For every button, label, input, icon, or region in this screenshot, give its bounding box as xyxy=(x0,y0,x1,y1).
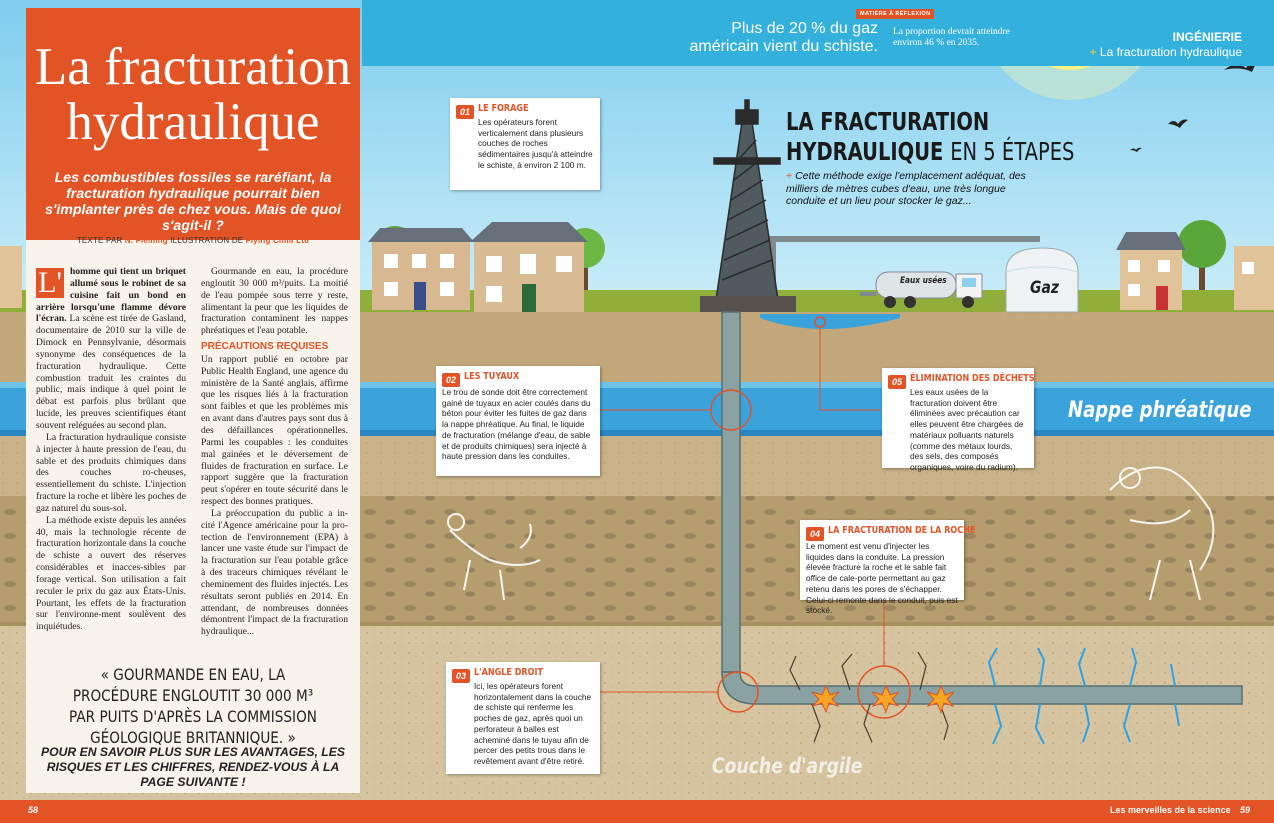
article-title: La fracturation hydraulique xyxy=(34,38,352,151)
infographic-intro-text: Cette méthode exige l'emplacement adéquat, des milliers de mètres cubes d'eau, une très longue conduite et un lieu pour stocker le gaz... xyxy=(786,170,1026,207)
heading-line-1: LA FRACTURATION xyxy=(786,107,990,136)
step-title: LA FRACTURATION DE LA ROCHE xyxy=(828,525,976,536)
pull-quote: « GOURMANDE EN EAU, LA PROCÉDURE ENGLOUTIT 30 000 M³ PAR PUITS D'APRÈS LA COMMISSION GÉOLOGIQUE BRITANNIQUE. » xyxy=(69,665,317,747)
house-left-edge xyxy=(0,246,22,308)
article-column-1 xyxy=(36,266,186,633)
step-text: Les opérateurs forent verticalement dans plusieurs couches de roches sédimentaires jusqu'à atteindre le schiste, à environ 2 100 m. xyxy=(478,117,593,170)
stat-sub: La proportion devrait atteindre environ 46 % en 2035. xyxy=(893,27,1010,48)
article-credits xyxy=(26,236,360,245)
article-p5: Un rapport publié en octobre par Public Health England, une agence du ministère de la Santé anglais, affirme que les risques liés à la fracturation sont faibles et que les problèmes mis en avant dans d'autres pays sont dus à des défaillances opérationnelles. Parmi les coupables : les conduites mal gainées et le déversement de fluides de fracturation en surface. Le rapport suggère que la fracturation peut s'opérer en toute sécurité dans le respect des bonnes pratiques. xyxy=(201,353,348,508)
clay-layer-label: Couche d'argile xyxy=(712,754,863,778)
next-page-cta: POUR EN SAVOIR PLUS SUR LES AVANTAGES, LES RISQUES ET LES CHIFFRES, RENDEZ-VOUS À LA PAGE SUIVANTE ! xyxy=(40,745,346,789)
infographic-intro xyxy=(786,170,1036,208)
step-number: 04 xyxy=(806,527,824,541)
aquifer-label: Nappe phréatique xyxy=(1068,398,1252,423)
article-column-2 xyxy=(201,266,348,638)
step-text: Les eaux usées de la fracturation doivent être éliminées avec précaution car elles peuvent être chargées de matériaux polluants naturels (comme des métaux lourds, des sels, des composés organiques, voire du radium). xyxy=(910,387,1024,472)
author-name: N. Fleming xyxy=(124,236,168,245)
house-3 xyxy=(1116,232,1186,310)
house-1 xyxy=(368,228,474,310)
credits-mid: ILLUSTRATION DE xyxy=(170,236,244,245)
gas-tank-label: Gaz xyxy=(1030,278,1059,298)
article-p4: Gourmande en eau, la procédure engloutit 30 000 m³/puits. La moitié de l'eau pompée sous terre y reste, alimentant la peur que les liquides de fracturation contaminent les nappes phréatiques et l'eau potable. xyxy=(201,266,348,337)
page-number-left: 58 xyxy=(28,805,39,815)
well-pipe xyxy=(722,312,740,672)
step-number: 02 xyxy=(442,373,460,387)
step-title: L'ANGLE DROIT xyxy=(474,667,544,678)
step-text: Le trou de sonde doit être correctement gainé de tuyaux en acier coulés dans du béton pour éviter les fuites de gaz dans la nappe phréatique. Au final, le liquide de fracturation (mélange d'eau, de sable et de produits chimiques) sera injecté à haute pression dans les conduites. xyxy=(442,387,591,462)
article-subhead: PRÉCAUTIONS REQUISES xyxy=(201,341,329,353)
article-p2: La fracturation hydraulique consiste à injecter à haute pression de l'eau, du sable et des produits chimiques dans des couches ro-cheuses, essentiellement du schiste. L'injection fracture la roche et libère les poches de gaz naturel du sous-sol. xyxy=(36,431,186,514)
step-text: Le moment est venu d'injecter les liquides dans la conduite. La pression élevée fracture la roche et le sable fait office de cale-porte permettant au gaz retenu dans les pores de s'échapper. Celui-ci remonte dans le conduit, puis est stocké. xyxy=(806,541,958,616)
step-number: 03 xyxy=(452,669,470,683)
infographic-heading xyxy=(786,107,1075,167)
step-title: LES TUYAUX xyxy=(464,371,520,382)
truck-label: Eaux usées xyxy=(900,276,947,286)
page-footer xyxy=(0,800,1274,823)
article-p1: La scène est tirée de Gasland, documentaire de 2010 sur la ville de Dimock en Pennsylvanie, désormais synonyme des conséquences de la fracturation hydraulique. Cette combustion traduit les craintes du public, mais indique à quel point le débat est parfois plus brûlant que lucide, les preuves scientifiques étant souvent reléguées au second plan. xyxy=(36,313,186,431)
article-p6: La préoccupation du public a in-cité l'Agence américaine pour la pro-tection de l'environnement (EPA) à lancer une vaste étude sur l'impact de la fracturation sur l'eau potable grâce à des traceurs chimiques révélant le cheminement des fluides injectés. Les résultats seront publiés en 2014. En attendant, de nombreuses données démontrent l'impact de la fracturation hydraulique... xyxy=(201,507,348,638)
step-callout-fracture xyxy=(800,520,976,616)
page-number-right: 59 xyxy=(1240,805,1251,815)
step-text: Ici, les opérateurs forent horizontalement dans la couche de schiste qui renferme les poches de gaz, après quoi un perforateur à balles est acheminé dans le tuyau afin de percer des petits trous dans le revêtement avant d'être retiré. xyxy=(474,681,592,766)
plus-icon: + xyxy=(786,170,793,182)
step-callout-dechets xyxy=(882,368,1035,472)
house-4 xyxy=(1234,246,1274,310)
article-p3: La méthode existe depuis les années 40, mais la technologie récente de fracturation horizontale dans la couche de schiste a ouvert des réserves considérables et inacces-sibles par forage vertical. Son utilisation a fait reculer le prix du gaz aux États-Unis. Pourtant, les effets de la fracturation sur l'environne-ment soulèvent des inquiétudes. xyxy=(36,514,186,633)
magazine-title: Les merveilles de la science xyxy=(1110,805,1231,815)
heading-line-2: HYDRAULIQUE xyxy=(786,137,944,166)
step-title: ÉLIMINATION DES DÉCHETS xyxy=(910,373,1035,384)
plus-icon: + xyxy=(1089,45,1097,59)
rubric-tag: MATIÈRE À RÉFLEXION xyxy=(856,9,934,19)
section-label: INGÉNIERIE xyxy=(1172,30,1242,44)
heading-steps: EN 5 ÉTAPES xyxy=(950,137,1075,166)
article-subtitle: Les combustibles fossiles se raréfiant, la fracturation hydraulique pourrait bien s'implanter près de chez vous. Mais de quoi s'agit-il ? xyxy=(45,170,341,234)
credits-prefix: TEXTE PAR xyxy=(76,236,123,245)
step-callout-tuyaux xyxy=(436,366,600,476)
step-number: 01 xyxy=(456,105,474,119)
drop-cap: L' xyxy=(36,268,64,298)
section-sublabel xyxy=(1080,45,1242,59)
step-callout-forage xyxy=(450,98,600,190)
article-lead: homme qui tient un briquet allumé sous le robinet de sa cuisine fait un bond en arrière lorsqu'une flamme dévore l'écran. xyxy=(36,266,186,325)
illustrator-name: Flying Chilli Ltd xyxy=(245,236,310,245)
step-callout-angle xyxy=(446,662,600,774)
stat-main: Plus de 20 % du gaz américain vient du schiste. xyxy=(689,20,878,55)
step-title: LE FORAGE xyxy=(478,103,529,114)
section-sublabel-text: La fracturation hydraulique xyxy=(1099,45,1242,59)
house-2 xyxy=(470,222,588,312)
step-number: 05 xyxy=(888,375,906,389)
